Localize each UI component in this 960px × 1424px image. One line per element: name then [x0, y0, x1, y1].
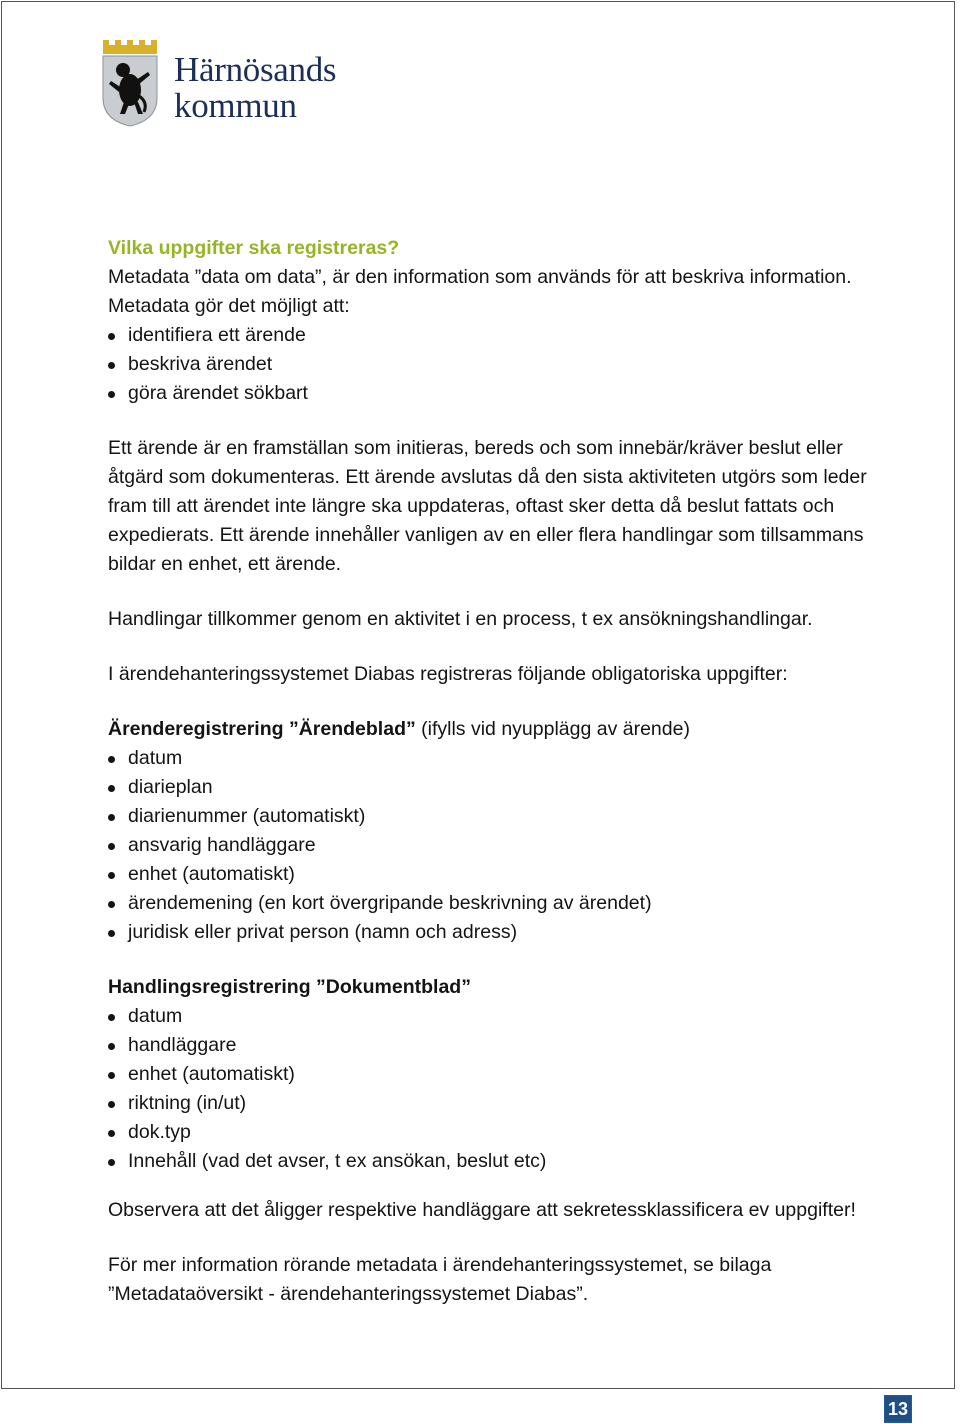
list-item: dok.typ [108, 1118, 888, 1147]
intro-bullet-list [108, 321, 888, 408]
info-paragraph: För mer information rörande metadata i ärendehanteringssystemet, se bilaga ”Metadataöversikt - ärendehanteringssystemet Diabas”. [108, 1254, 772, 1305]
list-item: göra ärendet sökbart [108, 379, 888, 408]
list-item: datum [108, 744, 888, 773]
list-item: juridisk eller privat person (namn och adress) [108, 918, 888, 947]
list-item: identifiera ett ärende [108, 321, 888, 350]
logo-line-1: Härnösands [174, 50, 337, 89]
dokument-fields-list [108, 1002, 888, 1176]
arende-paragraph: Ett ärende är en framställan som initieras, bereds och som innebär/kräver beslut eller åtgärd som dokumenteras. Ett ärende avslutas då den sista aktiviteten utgörs som leder fram till att ärendet inte längre ska uppdateras, oftast sker detta då beslut fattats och expedierats. Ett ärende innehåller vanligen av en eller flera handlingar som tillsammans bildar en enhet, ett ärende. [108, 437, 867, 575]
arende-fields-list [108, 744, 888, 947]
document-body [108, 234, 888, 1309]
municipality-logo [100, 36, 370, 128]
arenderegistrering-heading [108, 715, 888, 744]
diabas-paragraph: I ärendehanteringssystemet Diabas registreras följande obligatoriska uppgifter: [108, 663, 788, 685]
list-item: ärendemening (en kort övergripande beskrivning av ärendet) [108, 889, 888, 918]
arenderegistrering-note: (ifylls vid nyupplägg av ärende) [415, 718, 690, 740]
list-item: beskriva ärendet [108, 350, 888, 379]
logo-wordmark [174, 52, 336, 124]
list-item: diarienummer (automatiskt) [108, 802, 888, 831]
list-item: ansvarig handläggare [108, 831, 888, 860]
list-item: riktning (in/ut) [108, 1089, 888, 1118]
section-heading: Vilka uppgifter ska registreras? [108, 237, 400, 259]
list-item: Innehåll (vad det avser, t ex ansökan, beslut etc) [108, 1147, 888, 1176]
coat-of-arms-bear-icon [100, 36, 160, 128]
list-item: datum [108, 1002, 888, 1031]
list-item: handläggare [108, 1031, 888, 1060]
handlingar-paragraph: Handlingar tillkommer genom en aktivitet i en process, t ex ansökningshandlingar. [108, 608, 813, 630]
list-item: enhet (automatiskt) [108, 1060, 888, 1089]
list-item: enhet (automatiskt) [108, 860, 888, 889]
list-item: diarieplan [108, 773, 888, 802]
handlingsregistrering-heading: Handlingsregistrering ”Dokumentblad” [108, 976, 471, 998]
intro-paragraph: Metadata ”data om data”, är den information som används för att beskriva information. Metadata gör det möjligt att: [108, 266, 852, 317]
page-number: 13 [884, 1395, 912, 1423]
logo-line-2: kommun [174, 86, 297, 125]
arenderegistrering-title: Ärenderegistrering ”Ärendeblad” [108, 718, 416, 740]
observera-paragraph: Observera att det åligger respektive handläggare att sekretessklassificera ev uppgifter! [108, 1199, 856, 1221]
